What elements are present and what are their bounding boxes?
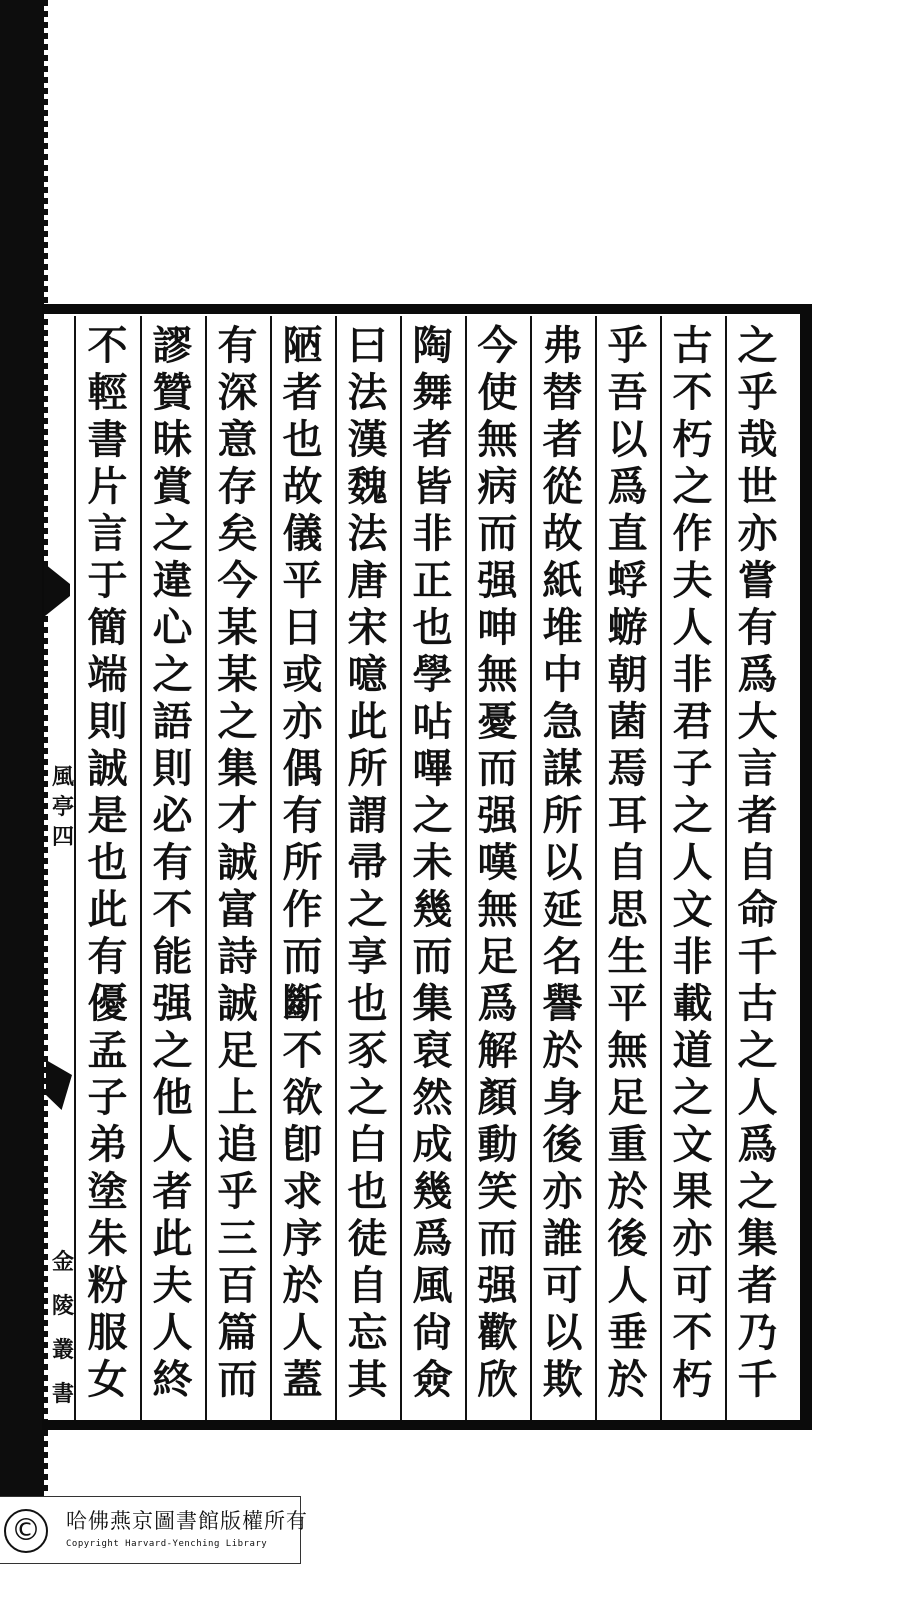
column-rule [660, 316, 662, 1420]
glyph: 君 [672, 698, 713, 745]
glyph: 不 [87, 322, 128, 369]
glyph: 則 [87, 698, 128, 745]
glyph: 心 [152, 604, 193, 651]
glyph: 言 [737, 745, 778, 792]
glyph: 堆 [542, 604, 583, 651]
glyph: 是 [87, 792, 128, 839]
glyph: 僉 [412, 1356, 453, 1403]
glyph: 魏 [347, 463, 388, 510]
glyph: 夫 [152, 1262, 193, 1309]
glyph: 乎 [607, 322, 648, 369]
glyph: 白 [347, 1121, 388, 1168]
glyph: 可 [542, 1262, 583, 1309]
glyph: 三 [217, 1215, 258, 1262]
glyph: 非 [412, 510, 453, 557]
glyph: 某 [217, 604, 258, 651]
glyph: 有 [87, 933, 128, 980]
glyph: 幾 [412, 886, 453, 933]
glyph: 謬 [152, 322, 193, 369]
glyph: 人 [152, 1309, 193, 1356]
glyph: 可 [672, 1262, 713, 1309]
glyph: 孟 [87, 1027, 128, 1074]
glyph: 而 [217, 1356, 258, 1403]
glyph: 漢 [347, 416, 388, 463]
glyph: 命 [737, 886, 778, 933]
glyph: 之 [152, 1027, 193, 1074]
text-column [727, 322, 788, 1403]
glyph: 能 [152, 933, 193, 980]
glyph: 也 [347, 980, 388, 1027]
glyph: 集 [412, 980, 453, 1027]
glyph: 正 [412, 557, 453, 604]
glyph: 亦 [542, 1168, 583, 1215]
glyph: 優 [87, 980, 128, 1027]
glyph: 賞 [152, 463, 193, 510]
glyph: 人 [152, 1121, 193, 1168]
glyph: 也 [412, 604, 453, 651]
glyph: 平 [607, 980, 648, 1027]
glyph: 之 [152, 651, 193, 698]
glyph: 自 [607, 839, 648, 886]
glyph: 人 [607, 1262, 648, 1309]
glyph: 不 [152, 886, 193, 933]
glyph: 某 [217, 651, 258, 698]
glyph: 不 [282, 1027, 323, 1074]
text-column [337, 322, 398, 1403]
glyph: 世 [737, 463, 778, 510]
fold-title: 風亭四 [51, 764, 74, 850]
glyph: 子 [672, 745, 713, 792]
glyph: 之 [152, 510, 193, 557]
column-rule [595, 316, 597, 1420]
glyph: 强 [477, 792, 518, 839]
glyph: 曰 [347, 322, 388, 369]
glyph: 有 [152, 839, 193, 886]
glyph: 動 [477, 1121, 518, 1168]
glyph: 載 [672, 980, 713, 1027]
glyph: 病 [477, 463, 518, 510]
glyph: 朽 [672, 416, 713, 463]
glyph: 忘 [347, 1309, 388, 1356]
glyph: 譽 [542, 980, 583, 1027]
glyph: 上 [217, 1074, 258, 1121]
glyph: 蜉 [607, 557, 648, 604]
glyph: 嘆 [477, 839, 518, 886]
glyph: 偶 [282, 745, 323, 792]
glyph: 然 [412, 1074, 453, 1121]
fold-publisher: 金陵叢書 [51, 1249, 74, 1407]
glyph: 豕 [347, 1027, 388, 1074]
glyph: 自 [737, 839, 778, 886]
glyph: 千 [737, 933, 778, 980]
copyright-chinese: 哈佛燕京圖書館版權所有 [66, 1509, 308, 1533]
glyph: 之 [737, 1027, 778, 1074]
glyph: 自 [347, 1262, 388, 1309]
glyph: 蝣 [607, 604, 648, 651]
text-column [77, 322, 138, 1403]
glyph: 於 [607, 1356, 648, 1403]
glyph: 無 [477, 886, 518, 933]
glyph: 思 [607, 886, 648, 933]
glyph: 尙 [412, 1309, 453, 1356]
glyph: 者 [737, 792, 778, 839]
glyph: 急 [542, 698, 583, 745]
glyph: 亦 [282, 698, 323, 745]
glyph: 歡 [477, 1309, 518, 1356]
text-column [532, 322, 593, 1403]
glyph: 從 [542, 463, 583, 510]
glyph: 中 [542, 651, 583, 698]
glyph: 之 [737, 1168, 778, 1215]
glyph: 者 [282, 369, 323, 416]
column-rule [335, 316, 337, 1420]
glyph: 塗 [87, 1168, 128, 1215]
glyph: 非 [672, 651, 713, 698]
glyph: 人 [672, 839, 713, 886]
glyph: 也 [87, 839, 128, 886]
glyph: 幾 [412, 1168, 453, 1215]
copyright-english: Copyright Harvard-Yenching Library [66, 1539, 268, 1549]
glyph: 存 [217, 463, 258, 510]
glyph: 法 [347, 510, 388, 557]
glyph: 人 [737, 1074, 778, 1121]
text-column [467, 322, 528, 1403]
glyph: 之 [672, 1074, 713, 1121]
glyph: 則 [152, 745, 193, 792]
glyph: 乎 [737, 369, 778, 416]
glyph: 追 [217, 1121, 258, 1168]
glyph: 解 [477, 1027, 518, 1074]
glyph: 於 [542, 1027, 583, 1074]
column-rule [140, 316, 142, 1420]
glyph: 之 [737, 322, 778, 369]
glyph: 之 [347, 1074, 388, 1121]
glyph: 有 [282, 792, 323, 839]
glyph: 贊 [152, 369, 193, 416]
glyph: 陶 [412, 322, 453, 369]
glyph: 誠 [217, 839, 258, 886]
glyph: 也 [347, 1168, 388, 1215]
glyph: 陋 [282, 322, 323, 369]
glyph: 今 [477, 322, 518, 369]
glyph: 誰 [542, 1215, 583, 1262]
glyph: 果 [672, 1168, 713, 1215]
glyph: 生 [607, 933, 648, 980]
glyph: 文 [672, 886, 713, 933]
glyph: 無 [477, 651, 518, 698]
glyph: 百 [217, 1262, 258, 1309]
glyph: 集 [737, 1215, 778, 1262]
glyph: 徒 [347, 1215, 388, 1262]
glyph: 者 [152, 1168, 193, 1215]
glyph: 其 [347, 1356, 388, 1403]
glyph: 弟 [87, 1121, 128, 1168]
glyph: 呫 [412, 698, 453, 745]
glyph: 使 [477, 369, 518, 416]
glyph: 序 [282, 1215, 323, 1262]
glyph: 夫 [672, 557, 713, 604]
glyph: 欣 [477, 1356, 518, 1403]
glyph: 不 [672, 369, 713, 416]
glyph: 菌 [607, 698, 648, 745]
glyph: 服 [87, 1309, 128, 1356]
column-rule [725, 316, 727, 1420]
glyph: 深 [217, 369, 258, 416]
glyph: 謀 [542, 745, 583, 792]
glyph: 蓋 [282, 1356, 323, 1403]
glyph: 富 [217, 886, 258, 933]
glyph: 古 [672, 322, 713, 369]
glyph: 强 [152, 980, 193, 1027]
glyph: 而 [477, 510, 518, 557]
column-rule [205, 316, 207, 1420]
glyph: 足 [477, 933, 518, 980]
glyph: 求 [282, 1168, 323, 1215]
text-column [272, 322, 333, 1403]
column-rule [400, 316, 402, 1420]
glyph: 弗 [542, 322, 583, 369]
glyph: 人 [672, 604, 713, 651]
glyph: 爲 [737, 651, 778, 698]
glyph: 呻 [477, 604, 518, 651]
glyph: 有 [217, 322, 258, 369]
glyph: 詩 [217, 933, 258, 980]
glyph: 于 [87, 557, 128, 604]
glyph: 裒 [412, 1027, 453, 1074]
glyph: 卽 [282, 1121, 323, 1168]
glyph: 道 [672, 1027, 713, 1074]
glyph: 人 [282, 1309, 323, 1356]
glyph: 大 [737, 698, 778, 745]
glyph: 之 [672, 792, 713, 839]
glyph: 於 [282, 1262, 323, 1309]
text-column [597, 322, 658, 1403]
glyph: 直 [607, 510, 648, 557]
glyph: 爲 [737, 1121, 778, 1168]
glyph: 以 [542, 839, 583, 886]
glyph: 昧 [152, 416, 193, 463]
glyph: 意 [217, 416, 258, 463]
glyph: 憂 [477, 698, 518, 745]
glyph: 所 [347, 745, 388, 792]
glyph: 皆 [412, 463, 453, 510]
glyph: 此 [347, 698, 388, 745]
glyph: 嗶 [412, 745, 453, 792]
glyph: 日 [282, 604, 323, 651]
glyph: 者 [737, 1262, 778, 1309]
glyph: 宋 [347, 604, 388, 651]
column-rule [270, 316, 272, 1420]
glyph: 延 [542, 886, 583, 933]
glyph: 文 [672, 1121, 713, 1168]
copyright-icon: © [4, 1509, 48, 1553]
glyph: 名 [542, 933, 583, 980]
glyph: 之 [347, 886, 388, 933]
glyph: 享 [347, 933, 388, 980]
glyph: 爲 [477, 980, 518, 1027]
glyph: 亦 [737, 510, 778, 557]
glyph: 耳 [607, 792, 648, 839]
glyph: 風 [412, 1262, 453, 1309]
glyph: 誠 [87, 745, 128, 792]
glyph: 儀 [282, 510, 323, 557]
glyph: 誠 [217, 980, 258, 1027]
glyph: 簡 [87, 604, 128, 651]
glyph: 而 [282, 933, 323, 980]
glyph: 也 [282, 416, 323, 463]
glyph: 欺 [542, 1356, 583, 1403]
glyph: 後 [607, 1215, 648, 1262]
text-column [402, 322, 463, 1403]
glyph: 哉 [737, 416, 778, 463]
glyph: 故 [542, 510, 583, 557]
glyph: 欲 [282, 1074, 323, 1121]
glyph: 終 [152, 1356, 193, 1403]
glyph: 朝 [607, 651, 648, 698]
glyph: 於 [607, 1168, 648, 1215]
glyph: 作 [282, 886, 323, 933]
glyph: 亦 [672, 1215, 713, 1262]
copyright-stamp [0, 1496, 308, 1564]
glyph: 千 [737, 1356, 778, 1403]
glyph: 者 [542, 416, 583, 463]
glyph: 言 [87, 510, 128, 557]
glyph: 者 [412, 416, 453, 463]
glyph: 帚 [347, 839, 388, 886]
glyph: 成 [412, 1121, 453, 1168]
column-rule [465, 316, 467, 1420]
glyph: 子 [87, 1074, 128, 1121]
glyph: 書 [87, 416, 128, 463]
glyph: 爲 [607, 463, 648, 510]
glyph: 以 [542, 1309, 583, 1356]
glyph: 斷 [282, 980, 323, 1027]
glyph: 以 [607, 416, 648, 463]
glyph: 之 [672, 463, 713, 510]
glyph: 女 [87, 1356, 128, 1403]
glyph: 嘗 [737, 557, 778, 604]
glyph: 法 [347, 369, 388, 416]
glyph: 紙 [542, 557, 583, 604]
glyph: 重 [607, 1121, 648, 1168]
glyph: 平 [282, 557, 323, 604]
glyph: 無 [607, 1027, 648, 1074]
glyph: 吾 [607, 369, 648, 416]
glyph: 噫 [347, 651, 388, 698]
glyph: 朽 [672, 1356, 713, 1403]
glyph: 所 [282, 839, 323, 886]
glyph: 垂 [607, 1309, 648, 1356]
glyph: 必 [152, 792, 193, 839]
glyph: 片 [87, 463, 128, 510]
text-column [662, 322, 723, 1403]
glyph: 爲 [412, 1215, 453, 1262]
glyph: 謂 [347, 792, 388, 839]
glyph: 强 [477, 1262, 518, 1309]
glyph: 足 [607, 1074, 648, 1121]
text-column [142, 322, 203, 1403]
glyph: 才 [217, 792, 258, 839]
glyph: 無 [477, 416, 518, 463]
glyph: 之 [412, 792, 453, 839]
glyph: 故 [282, 463, 323, 510]
glyph: 舞 [412, 369, 453, 416]
glyph: 作 [672, 510, 713, 557]
glyph: 乎 [217, 1168, 258, 1215]
glyph: 足 [217, 1027, 258, 1074]
glyph: 未 [412, 839, 453, 886]
glyph: 語 [152, 698, 193, 745]
glyph: 或 [282, 651, 323, 698]
text-column [207, 322, 268, 1403]
glyph: 朱 [87, 1215, 128, 1262]
glyph: 古 [737, 980, 778, 1027]
glyph: 矣 [217, 510, 258, 557]
glyph: 集 [217, 745, 258, 792]
glyph: 强 [477, 557, 518, 604]
glyph: 非 [672, 933, 713, 980]
glyph: 輕 [87, 369, 128, 416]
glyph: 乃 [737, 1309, 778, 1356]
glyph: 此 [87, 886, 128, 933]
glyph: 唐 [347, 557, 388, 604]
glyph: 粉 [87, 1262, 128, 1309]
glyph: 所 [542, 792, 583, 839]
glyph: 焉 [607, 745, 648, 792]
glyph: 學 [412, 651, 453, 698]
glyph: 此 [152, 1215, 193, 1262]
glyph: 後 [542, 1121, 583, 1168]
column-rule [530, 316, 532, 1420]
glyph: 而 [477, 1215, 518, 1262]
glyph: 身 [542, 1074, 583, 1121]
glyph: 今 [217, 557, 258, 604]
glyph: 而 [477, 745, 518, 792]
glyph: 不 [672, 1309, 713, 1356]
glyph: 替 [542, 369, 583, 416]
glyph: 而 [412, 933, 453, 980]
glyph: 他 [152, 1074, 193, 1121]
glyph: 違 [152, 557, 193, 604]
glyph: 有 [737, 604, 778, 651]
glyph: 笑 [477, 1168, 518, 1215]
glyph: 端 [87, 651, 128, 698]
glyph: 之 [217, 698, 258, 745]
glyph: 顏 [477, 1074, 518, 1121]
glyph: 篇 [217, 1309, 258, 1356]
book-spine [0, 0, 44, 1540]
